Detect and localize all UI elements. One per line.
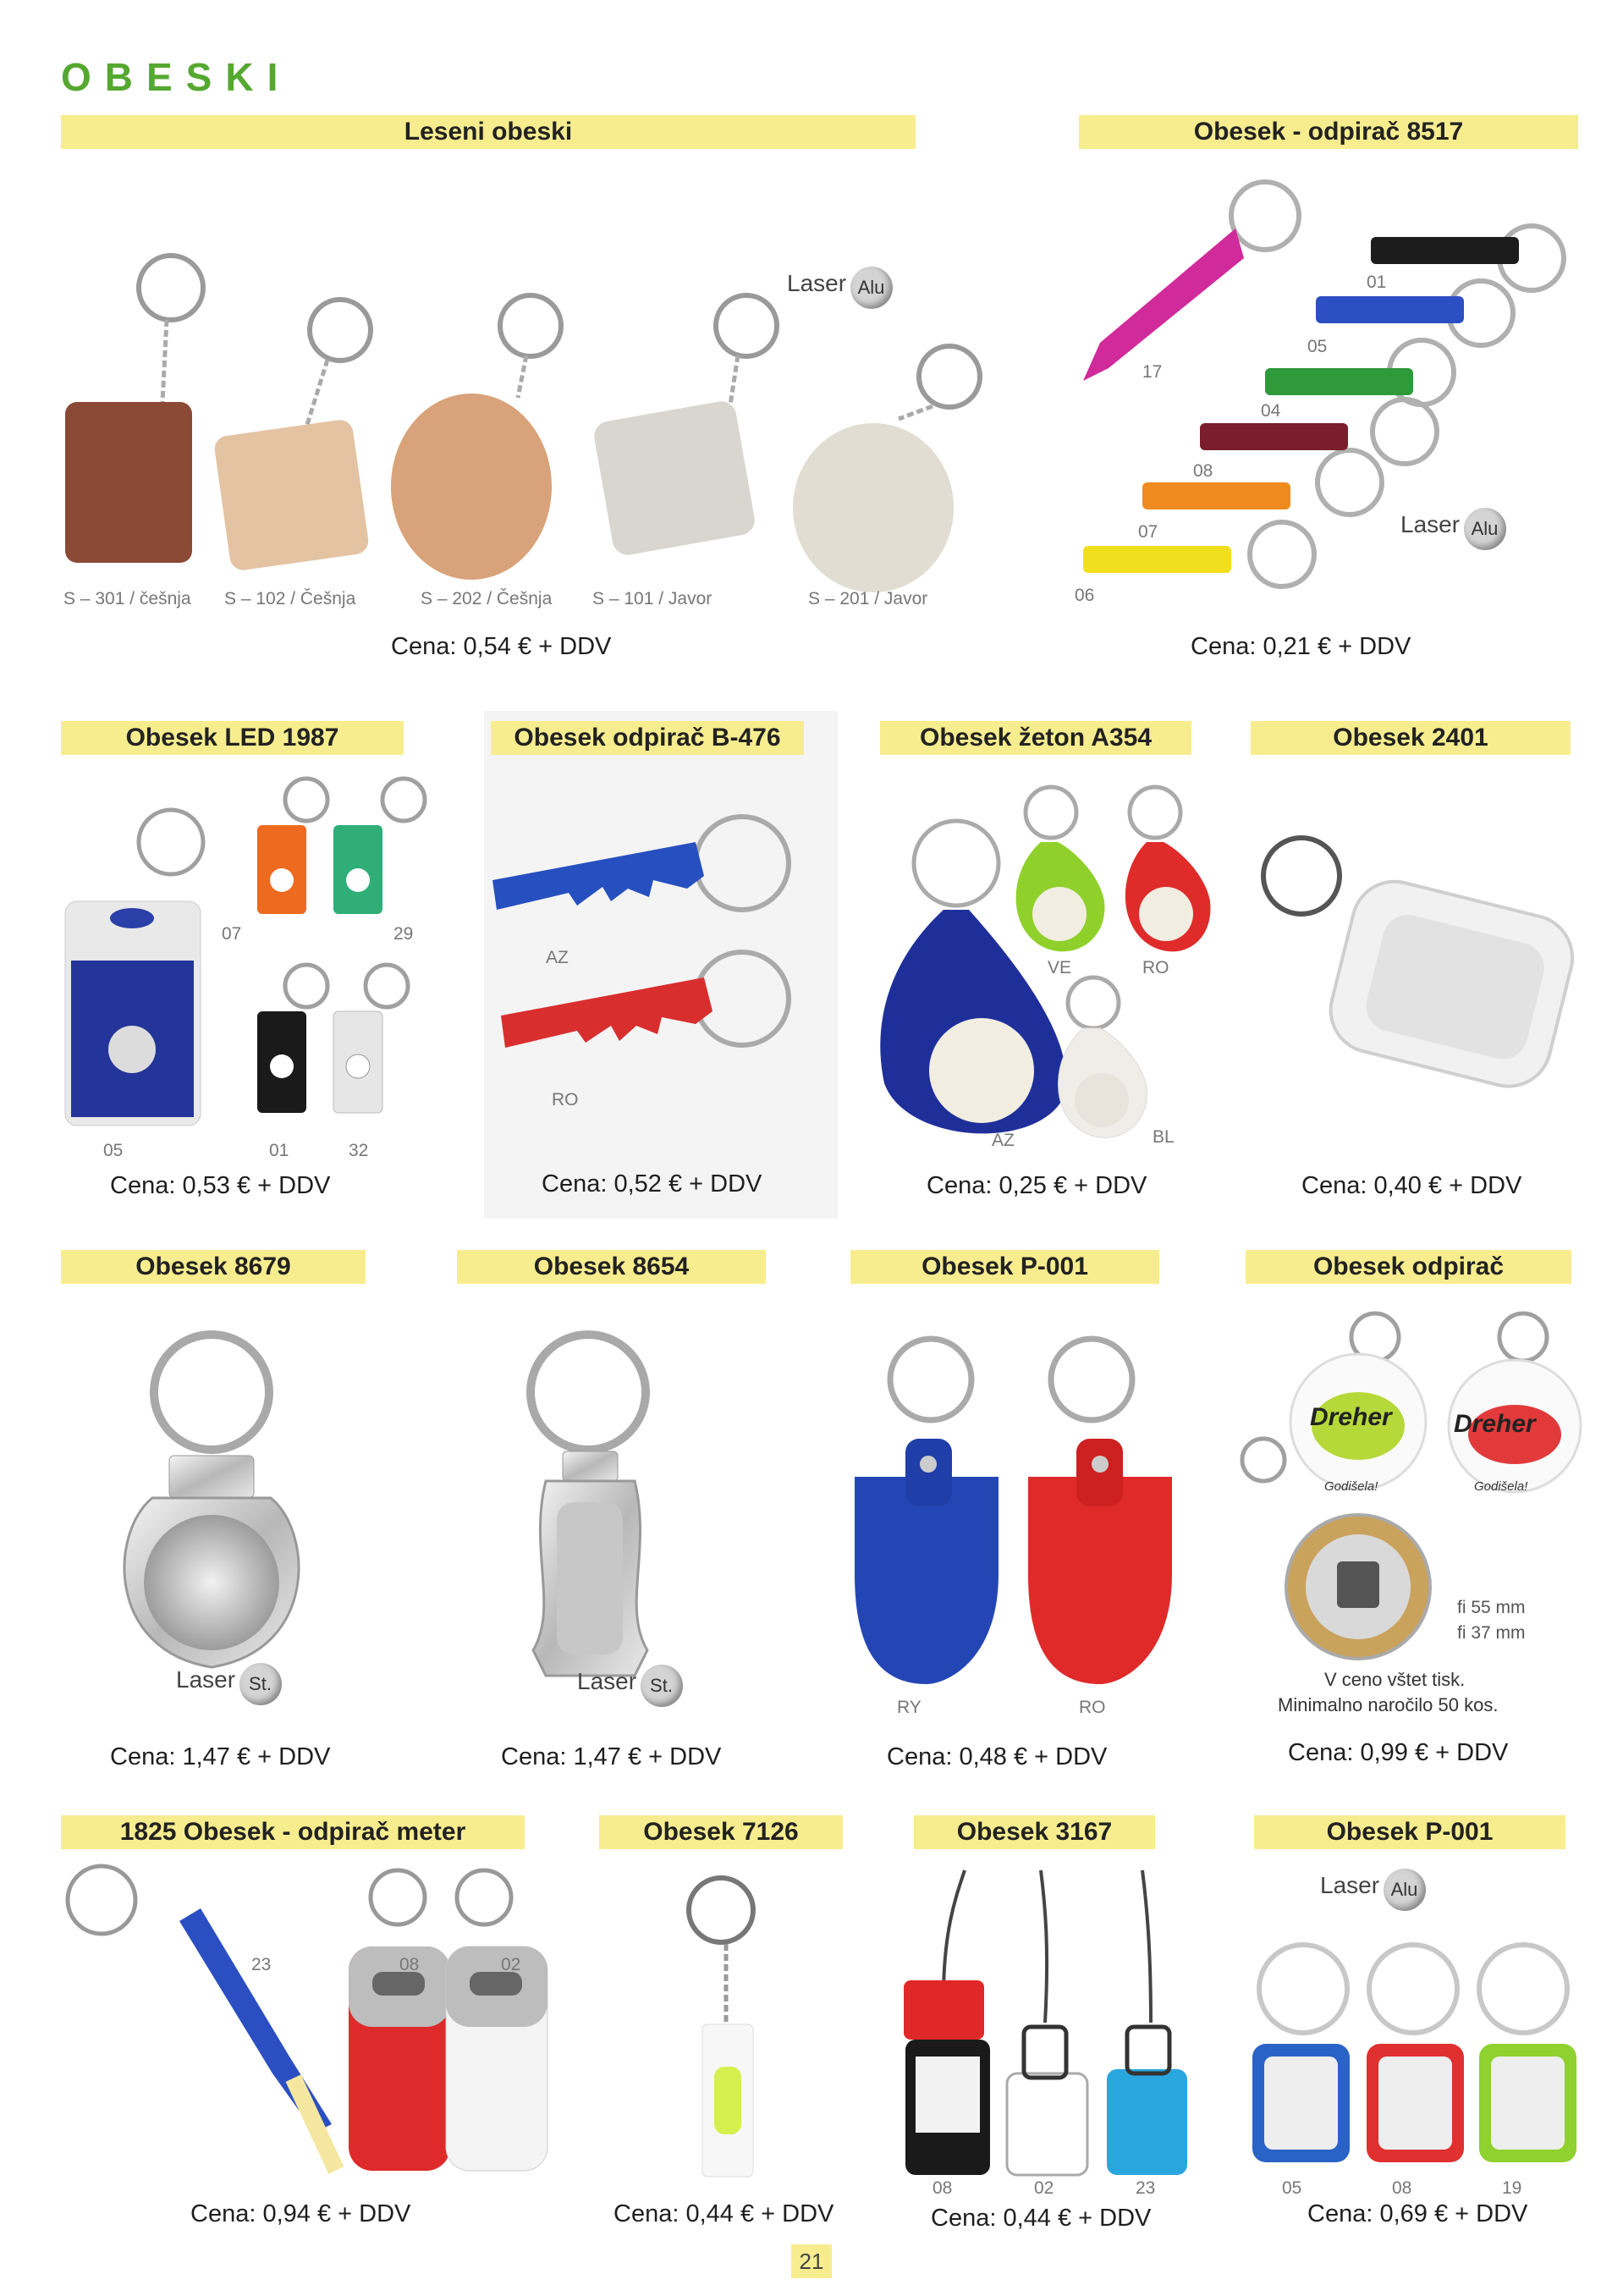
wooden-tag-202	[391, 394, 552, 580]
code-label: 23	[251, 1955, 272, 1974]
code-label: S – 102 / Češnja	[224, 589, 356, 608]
alu-frame-keychains-image	[1244, 1938, 1582, 2175]
wooden-tag-101	[591, 399, 756, 557]
code-label: 08	[933, 2178, 953, 2198]
code-label: S – 301 / češnja	[63, 589, 191, 608]
spirit-level-keychain-image	[677, 1872, 778, 2194]
tape-measure-keychains-image	[61, 1862, 535, 2192]
section-title-b476: Obesek odpirač B-476	[491, 721, 804, 755]
opener-17	[1083, 228, 1244, 381]
price-label: Cena: 0,53 € + DDV	[110, 1172, 331, 1199]
opener-07	[1142, 482, 1290, 509]
code-label: 08	[1392, 2178, 1412, 2198]
brand-text: Dreher	[1454, 1410, 1536, 1438]
code-label: 02	[1034, 2178, 1054, 2198]
price-label: Cena: 1,47 € + DDV	[501, 1743, 722, 1770]
size-label: fi 55 mm	[1457, 1598, 1526, 1617]
code-label: 08	[399, 1955, 420, 1974]
led-keychains-image	[61, 766, 433, 1138]
code-label: 08	[1193, 461, 1213, 481]
price-label: Cena: 0,69 € + DDV	[1307, 2200, 1528, 2227]
luggage-tag-02	[1007, 2073, 1087, 2175]
price-label: Cena: 0,48 € + DDV	[887, 1743, 1108, 1770]
laser-alu-badge: Laser Alu	[787, 267, 893, 309]
code-label: S – 101 / Javor	[592, 589, 712, 608]
code-label: 07	[222, 924, 242, 944]
section-title-8654: Obesek 8654	[457, 1250, 766, 1284]
minimum-order-note: Minimalno naročilo 50 kos.	[1278, 1694, 1499, 1715]
wooden-tag-102	[213, 418, 371, 571]
laser-st-badge: Laser St.	[176, 1663, 282, 1705]
brand-text: Dreher	[1310, 1403, 1392, 1431]
code-label: 01	[269, 1141, 289, 1160]
section-title-leseni: Leseni obeski	[61, 115, 916, 149]
section-title-led1987: Obesek LED 1987	[61, 721, 404, 755]
wooden-tag-201	[793, 423, 954, 592]
section-title-8679: Obesek 8679	[61, 1250, 366, 1284]
code-label: 23	[1136, 2178, 1156, 2198]
code-label: S – 201 / Javor	[808, 589, 928, 608]
code-label: 05	[103, 1141, 124, 1160]
price-label: Cena: 1,47 € + DDV	[110, 1743, 331, 1770]
code-label: AZ	[546, 948, 569, 967]
section-title-p001a: Obesek P-001	[850, 1250, 1159, 1284]
opener-08	[1200, 423, 1348, 450]
opener-06	[1083, 546, 1231, 573]
truck-opener-az	[492, 842, 704, 910]
price-label: Cena: 0,44 € + DDV	[931, 2205, 1152, 2232]
leather-tag-ro	[1028, 1477, 1172, 1684]
price-label: Cena: 0,44 € + DDV	[613, 2200, 834, 2227]
code-label: 04	[1261, 401, 1281, 421]
metal-rectangular-keychain-image	[525, 1329, 694, 1693]
code-label: RO	[1142, 958, 1169, 977]
code-label: RO	[1079, 1698, 1106, 1717]
opener-04	[1265, 368, 1413, 395]
laser-alu-badge: Laser Alu	[1320, 1869, 1426, 1911]
section-title-odpirac: Obesek odpirač	[1246, 1250, 1571, 1284]
code-label: S – 202 / Češnja	[421, 589, 553, 608]
section-title-2401: Obesek 2401	[1251, 721, 1571, 755]
leather-keychains-image	[846, 1329, 1185, 1701]
code-label: 05	[1282, 2178, 1302, 2198]
code-label: 05	[1307, 337, 1328, 356]
price-label: Cena: 0,21 € + DDV	[1191, 633, 1411, 660]
section-title-p001b: Obesek P-001	[1254, 1815, 1565, 1849]
section-title-7126: Obesek 7126	[599, 1815, 843, 1849]
price-label: Cena: 0,54 € + DDV	[391, 633, 612, 660]
opener-05	[1316, 296, 1464, 323]
code-label: 32	[349, 1141, 369, 1160]
wooden-tag-301	[65, 402, 192, 563]
token-keychains-image	[863, 779, 1227, 1151]
page-number: 21	[791, 2244, 832, 2278]
price-label: Cena: 0,94 € + DDV	[190, 2200, 411, 2227]
opener-01	[1371, 237, 1519, 264]
acrylic-photo-keychain-image	[1251, 829, 1606, 1100]
section-title-zeton: Obesek žeton A354	[880, 721, 1191, 755]
badge-opener-keychains-image	[1231, 1308, 1595, 1663]
code-label: AZ	[992, 1131, 1015, 1150]
tagline-text: Godišela!	[1474, 1479, 1528, 1494]
section-title-1825: 1825 Obesek - odpirač meter	[61, 1815, 525, 1849]
code-label: RY	[897, 1698, 922, 1717]
price-label: Cena: 0,40 € + DDV	[1301, 1172, 1522, 1199]
section-title-3167: Obesek 3167	[914, 1815, 1155, 1849]
code-label: 29	[393, 924, 414, 944]
code-label: RO	[552, 1090, 579, 1109]
code-label: 19	[1502, 2178, 1522, 2198]
code-label: 06	[1075, 586, 1095, 605]
price-label: Cena: 0,25 € + DDV	[927, 1172, 1147, 1199]
code-label: 17	[1142, 362, 1163, 382]
section-title-8517: Obesek - odpirač 8517	[1079, 115, 1578, 149]
laser-st-badge: Laser St.	[577, 1665, 683, 1707]
luggage-tag-23	[1107, 2069, 1187, 2175]
code-label: BL	[1153, 1127, 1175, 1147]
code-label: VE	[1048, 958, 1072, 977]
laser-alu-badge: Laser Alu	[1400, 508, 1506, 550]
price-label: Cena: 0,52 € + DDV	[542, 1170, 762, 1198]
price-label: Cena: 0,99 € + DDV	[1288, 1739, 1509, 1766]
code-label: 07	[1138, 522, 1158, 542]
print-included-note: V ceno vštet tisk.	[1324, 1669, 1466, 1690]
leather-tag-ry	[855, 1477, 999, 1684]
code-label: 02	[501, 1955, 521, 1974]
truck-opener-ro	[501, 977, 712, 1048]
page-title: OBESKI	[61, 55, 292, 99]
code-label: 01	[1367, 273, 1387, 292]
luggage-tag-keychains-image	[897, 1862, 1202, 2192]
size-label: fi 37 mm	[1457, 1623, 1526, 1643]
tagline-text: Godišela!	[1324, 1479, 1378, 1494]
truck-opener-keychains-image	[484, 796, 839, 1100]
